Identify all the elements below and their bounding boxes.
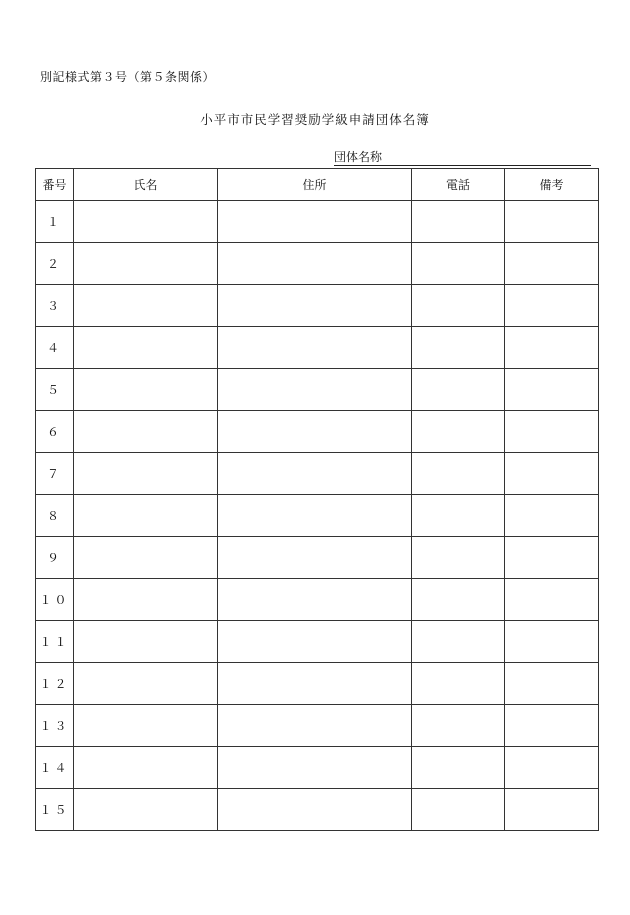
row-number: ２ <box>36 243 74 285</box>
remarks-cell <box>505 789 599 831</box>
table-header-row <box>36 169 599 201</box>
remarks-cell <box>505 705 599 747</box>
table-row <box>36 537 599 579</box>
table-row <box>36 579 599 621</box>
phone-cell <box>412 243 505 285</box>
remarks-cell <box>505 327 599 369</box>
address-cell <box>218 411 412 453</box>
phone-cell <box>412 369 505 411</box>
name-cell <box>74 747 218 789</box>
table-row <box>36 621 599 663</box>
name-cell <box>74 621 218 663</box>
remarks-cell <box>505 243 599 285</box>
phone-cell <box>412 327 505 369</box>
row-number: １ <box>36 201 74 243</box>
remarks-cell <box>505 201 599 243</box>
member-roster-table <box>35 168 599 831</box>
name-cell <box>74 327 218 369</box>
phone-cell <box>412 747 505 789</box>
row-number: ３ <box>36 285 74 327</box>
row-number: ５ <box>36 369 74 411</box>
row-number: １５ <box>36 789 74 831</box>
header-number: 番号 <box>36 169 74 201</box>
header-name: 氏名 <box>74 169 218 201</box>
row-number: １０ <box>36 579 74 621</box>
phone-cell <box>412 621 505 663</box>
header-address: 住所 <box>218 169 412 201</box>
row-number: ４ <box>36 327 74 369</box>
address-cell <box>218 789 412 831</box>
phone-cell <box>412 453 505 495</box>
phone-cell <box>412 579 505 621</box>
name-cell <box>74 495 218 537</box>
row-number: １２ <box>36 663 74 705</box>
name-cell <box>74 201 218 243</box>
address-cell <box>218 285 412 327</box>
address-cell <box>218 453 412 495</box>
address-cell <box>218 747 412 789</box>
address-cell <box>218 537 412 579</box>
address-cell <box>218 243 412 285</box>
name-cell <box>74 411 218 453</box>
address-cell <box>218 495 412 537</box>
phone-cell <box>412 411 505 453</box>
address-cell <box>218 369 412 411</box>
group-name-label: 団体名称 <box>334 150 383 164</box>
row-number: ６ <box>36 411 74 453</box>
name-cell <box>74 705 218 747</box>
phone-cell <box>412 285 505 327</box>
table-row <box>36 411 599 453</box>
address-cell <box>218 579 412 621</box>
table-row <box>36 495 599 537</box>
address-cell <box>218 705 412 747</box>
phone-cell <box>412 495 505 537</box>
remarks-cell <box>505 663 599 705</box>
phone-cell <box>412 789 505 831</box>
row-number: １１ <box>36 621 74 663</box>
address-cell <box>218 663 412 705</box>
remarks-cell <box>505 579 599 621</box>
remarks-cell <box>505 495 599 537</box>
remarks-cell <box>505 369 599 411</box>
table-row <box>36 747 599 789</box>
remarks-cell <box>505 621 599 663</box>
form-label: 別記様式第３号（第５条関係） <box>40 70 216 84</box>
header-remarks: 備考 <box>505 169 599 201</box>
name-cell <box>74 369 218 411</box>
name-cell <box>74 789 218 831</box>
remarks-cell <box>505 537 599 579</box>
address-cell <box>218 327 412 369</box>
table-row <box>36 243 599 285</box>
header-phone: 電話 <box>412 169 505 201</box>
table-row <box>36 705 599 747</box>
name-cell <box>74 243 218 285</box>
name-cell <box>74 579 218 621</box>
name-cell <box>74 663 218 705</box>
group-name-field <box>334 149 591 166</box>
table-row <box>36 663 599 705</box>
phone-cell <box>412 537 505 579</box>
name-cell <box>74 537 218 579</box>
table-row <box>36 285 599 327</box>
remarks-cell <box>505 747 599 789</box>
roster-body <box>36 201 599 831</box>
address-cell <box>218 201 412 243</box>
table-row <box>36 201 599 243</box>
table-row <box>36 327 599 369</box>
row-number: ９ <box>36 537 74 579</box>
row-number: １３ <box>36 705 74 747</box>
table-row <box>36 789 599 831</box>
phone-cell <box>412 663 505 705</box>
row-number: １４ <box>36 747 74 789</box>
document-title: 小平市市民学習奨励学級申請団体名簿 <box>200 112 430 127</box>
remarks-cell <box>505 285 599 327</box>
address-cell <box>218 621 412 663</box>
row-number: ８ <box>36 495 74 537</box>
phone-cell <box>412 201 505 243</box>
table-row <box>36 453 599 495</box>
remarks-cell <box>505 411 599 453</box>
phone-cell <box>412 705 505 747</box>
name-cell <box>74 285 218 327</box>
row-number: ７ <box>36 453 74 495</box>
remarks-cell <box>505 453 599 495</box>
name-cell <box>74 453 218 495</box>
table-row <box>36 369 599 411</box>
